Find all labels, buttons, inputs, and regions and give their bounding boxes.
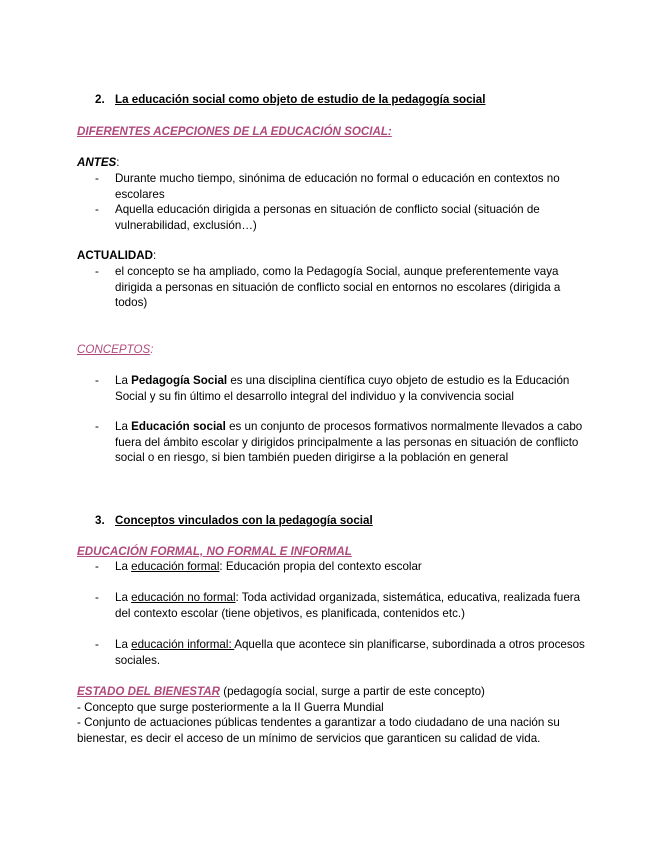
section-3-title: Conceptos vinculados con la pedagogía social (115, 514, 373, 527)
antes-colon: : (116, 156, 120, 169)
bullet-dash: - (95, 374, 99, 387)
concepto-educacion-social (115, 419, 585, 466)
actualidad-label: ACTUALIDAD (77, 249, 153, 262)
educacion-informal-item (115, 637, 585, 668)
concepto-text: es una disciplina científica cuyo objeto de estudio es la Educación Social y su fin último el desarrollo integral del individuo y la convivencia social (115, 374, 570, 403)
antes-item-1: Durante mucho tiempo, sinónima de educación no formal o educación en contextos no escolares (115, 172, 560, 201)
conceptos-colon: : (150, 343, 154, 356)
actualidad-label-line (77, 248, 156, 264)
bullet-dash: - (95, 420, 99, 433)
educacion-text: : Educación propia del contexto escolar (219, 560, 422, 573)
bullet-dash: - (95, 265, 99, 278)
concepto-pedagogia-social (115, 373, 585, 404)
conceptos-heading-line (77, 342, 153, 358)
antes-label-line (77, 155, 120, 171)
educacion-term: educación no formal (131, 591, 236, 604)
section-3-number: 3. (95, 514, 105, 527)
bullet-dash: - (95, 591, 99, 604)
bienestar-heading: ESTADO DEL BIENESTAR (77, 685, 221, 698)
acepciones-heading: DIFERENTES ACEPCIONES DE LA EDUCACIÓN SOCIAL: (77, 125, 392, 138)
educacion-no-formal-item (115, 590, 585, 621)
antes-label: ANTES (77, 156, 117, 169)
concepto-pre: La (115, 374, 132, 387)
bienestar-note: pedagogía social, surge a partir de este concepto) (227, 685, 485, 698)
section-2-number: 2. (95, 93, 105, 106)
educacion-term: educación formal (131, 560, 220, 573)
bienestar-heading-line (77, 684, 485, 700)
educacion-pre: La (115, 638, 132, 651)
educacion-heading: EDUCACIÓN FORMAL, NO FORMAL E INFORMAL (77, 545, 352, 558)
bullet-dash: - (95, 560, 99, 573)
bienestar-line-2: - Conjunto de actuaciones públicas tendentes a garantizar a todo ciudadano de una nación su bienestar, es decir el acceso de un mínimo de servicios que garanticen su calidad de vida. (77, 716, 560, 745)
concepto-term: Pedagogía Social (131, 374, 228, 387)
actualidad-item-1: el concepto se ha ampliado, como la Pedagogía Social, aunque preferentemente vaya dirigida a personas en situación de conflicto social en entornos no escolares (dirigida a todos) (115, 265, 561, 310)
educacion-text: : Toda actividad organizada, sistemática, educativa, realizada fuera del contexto escolar (tiene objetivos, es planificada, contenidos etc.) (115, 591, 581, 620)
concepto-term: Educación social (131, 420, 226, 433)
concepto-pre: La (115, 420, 132, 433)
educacion-term: educación informal: (131, 638, 235, 651)
educacion-formal-item (115, 559, 585, 575)
conceptos-heading: CONCEPTOS (77, 343, 151, 356)
bullet-dash: - (95, 638, 99, 651)
educacion-pre: La (115, 591, 132, 604)
bullet-dash: - (95, 203, 99, 216)
educacion-pre: La (115, 560, 132, 573)
concepto-text: es un conjunto de procesos formativos normalmente llevados a cabo fuera del ámbito escolar y dirigidos principalmente a las personas en situación de conflicto social o en riesgo, si bien también pueden dirigirse a la población en general (115, 420, 583, 465)
actualidad-colon: : (153, 249, 157, 262)
section-2-title: La educación social como objeto de estudio de la pedagogía social (115, 93, 486, 106)
bienestar-paren: ( (220, 685, 228, 698)
educacion-text: Aquella que acontece sin planificarse, subordinada a otros procesos sociales. (115, 638, 585, 667)
antes-item-2: Aquella educación dirigida a personas en situación de conflicto social (situación de vulnerabilidad, exclusión…) (115, 203, 540, 232)
bullet-dash: - (95, 172, 99, 185)
bienestar-line-1: - Concepto que surge posteriormente a la II Guerra Mundial (77, 701, 384, 714)
